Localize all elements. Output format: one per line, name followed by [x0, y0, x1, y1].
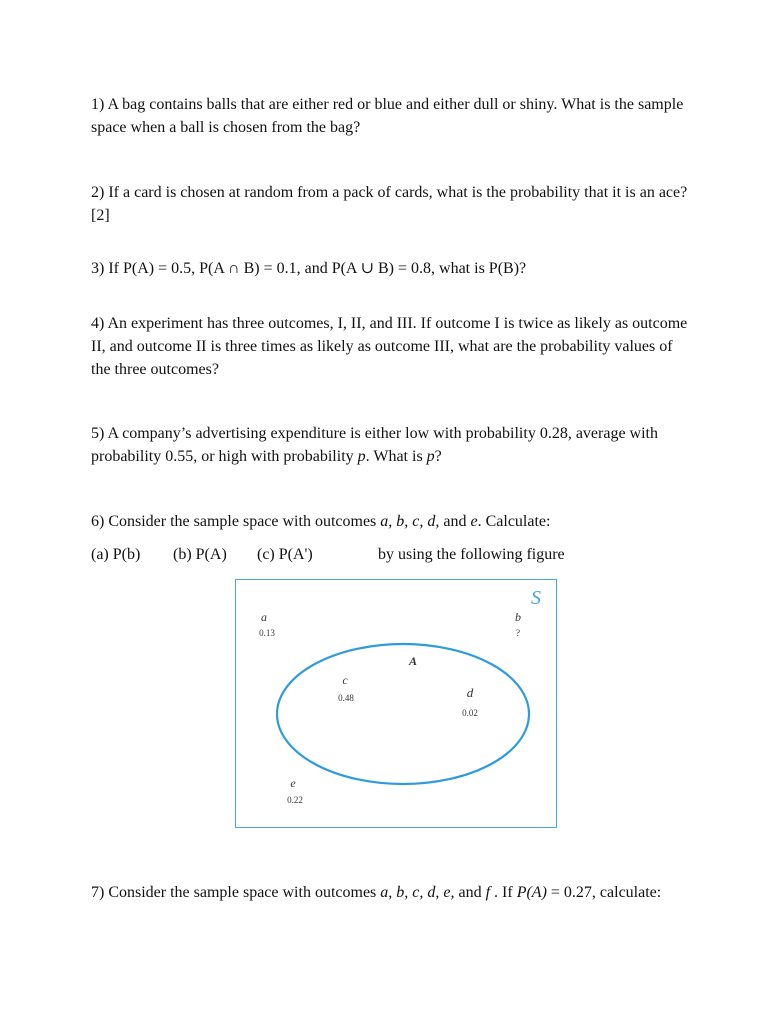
question-6-part-a: (a) P(b) — [91, 546, 141, 563]
question-6-outcomes: a, b, c, d, — [380, 513, 440, 530]
question-5-text-a: A company’s advertising expenditure is either low with probability 0.28, average with probability 0.55, or high with probability — [91, 425, 658, 465]
question-3-number: 3) — [91, 260, 105, 277]
outcome-c-prob: 0.48 — [338, 693, 354, 703]
question-1-number: 1) — [91, 96, 105, 113]
question-1-text: A bag contains balls that are either red or blue and either dull or shiny. What is the sample space when a ball is chosen from the bag? — [91, 96, 684, 136]
question-6-text-b: . Calculate: — [477, 513, 551, 530]
venn-diagram-canvas — [236, 580, 555, 826]
question-7 — [91, 881, 691, 904]
outcome-a-prob: 0.13 — [259, 628, 275, 638]
event-a-ellipse — [277, 644, 529, 784]
question-3 — [91, 257, 691, 280]
question-6-parts — [91, 543, 691, 566]
outcome-e-prob: 0.22 — [287, 795, 303, 805]
question-4 — [91, 312, 691, 381]
question-5-number: 5) — [91, 425, 105, 442]
venn-diagram — [235, 579, 557, 828]
question-7-outcome-f: f — [485, 884, 491, 901]
question-4-text: An experiment has three outcomes, I, II, and III. If outcome I is twice as likely as outcome II, and outcome II is three times as likely as outcome III, what are the probability values of the three outcomes? — [91, 315, 688, 378]
question-5-var-p: p — [357, 448, 366, 465]
question-7-number: 7) — [91, 884, 105, 901]
question-6-part-note: by using the following figure — [378, 546, 565, 563]
question-6 — [91, 510, 691, 533]
question-7-pa: P(A) — [516, 884, 547, 901]
question-5-var-p2: p — [426, 448, 435, 465]
question-7-outcomes: a, b, c, d, e, — [380, 884, 455, 901]
question-6-number: 6) — [91, 513, 105, 530]
question-1 — [91, 93, 691, 139]
question-5 — [91, 422, 691, 468]
question-7-text-c: = 0.27, calculate: — [546, 884, 662, 901]
outcome-e-label: e — [290, 776, 296, 790]
outcome-b-prob: ? — [516, 628, 520, 638]
question-7-text-a: Consider the sample space with outcomes — [108, 884, 381, 901]
outcome-a-label: a — [261, 610, 267, 624]
question-5-text-b: . What is — [365, 448, 427, 465]
question-6-outcome-e: e — [470, 513, 478, 530]
question-7-and: and — [454, 884, 486, 901]
question-7-text-b: . If — [490, 884, 517, 901]
outcome-c-label: c — [342, 673, 348, 687]
event-a-label: A — [408, 654, 418, 668]
question-2-number: 2) — [91, 184, 105, 201]
question-2 — [91, 181, 691, 227]
question-4-number: 4) — [91, 315, 105, 332]
question-3-text: If P(A) = 0.5, P(A ∩ B) = 0.1, and P(A ∪ B) = 0.8, what is P(B)? — [108, 260, 527, 277]
question-6-and: and — [439, 513, 471, 530]
outcome-b-label: b — [515, 610, 521, 624]
sample-space-label: S — [531, 587, 541, 609]
question-6-part-c: (c) P(A') — [257, 546, 313, 563]
outcome-d-prob: 0.02 — [462, 708, 478, 718]
question-5-text-c: ? — [434, 448, 442, 465]
question-2-text: If a card is chosen at random from a pack of cards, what is the probability that it is an ace? [2] — [91, 184, 688, 224]
question-6-part-b: (b) P(A) — [173, 546, 227, 563]
outcome-d-label: d — [466, 685, 474, 700]
question-6-text-a: Consider the sample space with outcomes — [104, 513, 381, 530]
